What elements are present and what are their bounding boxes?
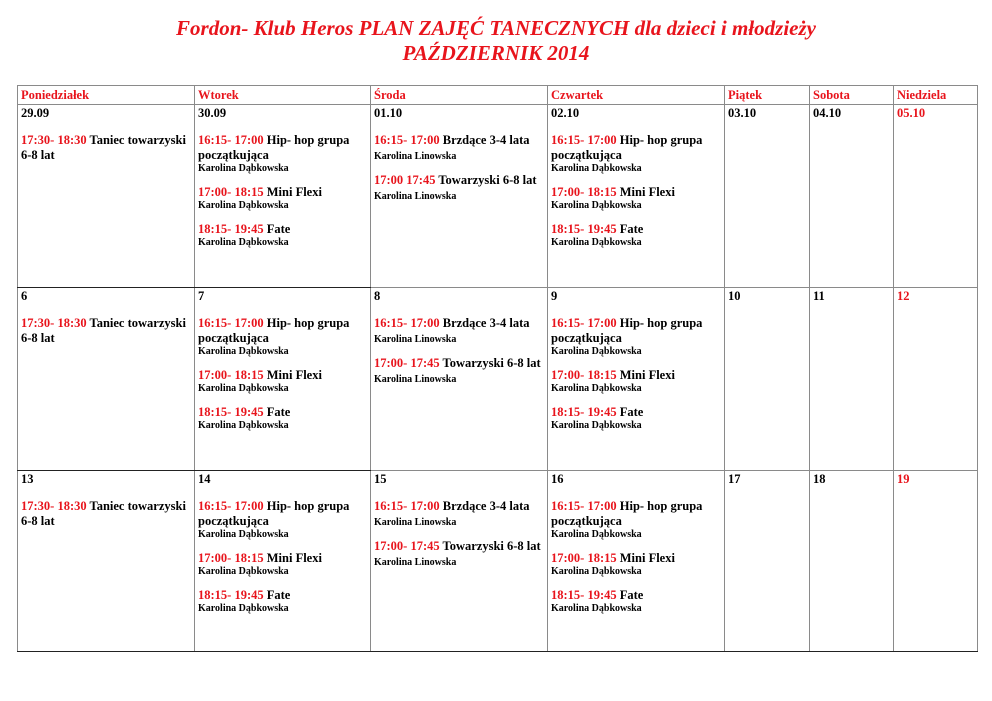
instructor-name: Karolina Linowska: [374, 191, 457, 202]
header-friday: Piątek: [725, 86, 810, 105]
instructor-name: Karolina Linowska: [374, 517, 457, 528]
header-row: [18, 86, 978, 105]
header-saturday: Sobota: [810, 86, 894, 105]
instructor-name: Karolina Linowska: [374, 334, 457, 345]
class-name: Hip- hop grupa początkująca: [198, 133, 350, 162]
class-entry: [374, 133, 544, 163]
class-entry: [198, 368, 367, 395]
class-name: Towarzyski 6-8 lat: [439, 539, 541, 553]
header-monday: Poniedziałek: [18, 86, 195, 105]
day-cell: [810, 105, 894, 288]
class-time: 17:00- 18:15: [198, 551, 264, 565]
document-title: Fordon- Klub Heros PLAN ZAJĘĆ TANECZNYCH dla dzieci i młodzieży: [176, 16, 816, 40]
instructor-name: Karolina Dąbkowska: [198, 420, 289, 431]
class-entry: [198, 405, 367, 432]
class-entry: [374, 539, 544, 569]
day-date: 05.10: [897, 106, 926, 120]
day-date: 01.10: [374, 106, 403, 120]
class-time: 17:00 17:45: [374, 173, 436, 187]
class-entry: [551, 316, 721, 358]
class-entry: [21, 133, 191, 163]
day-cell: [195, 471, 371, 652]
day-cell: [725, 288, 810, 471]
class-entry: [374, 316, 544, 346]
instructor-name: Karolina Dąbkowska: [551, 237, 642, 248]
class-time: 16:15- 17:00: [198, 133, 264, 147]
day-cell: [195, 105, 371, 288]
class-name: Fate: [263, 405, 291, 419]
day-cell: [548, 471, 725, 652]
class-entry: [374, 499, 544, 529]
class-time: 18:15- 19:45: [551, 588, 617, 602]
document-subtitle-month: PAŹDZIERNIK 2014: [402, 41, 590, 65]
class-time: 16:15- 17:00: [374, 133, 440, 147]
class-name: Mini Flexi: [616, 551, 675, 565]
instructor-name: Karolina Dąbkowska: [551, 163, 642, 174]
day-date: 13: [21, 472, 34, 486]
day-date: 19: [897, 472, 910, 486]
day-date: 30.09: [198, 106, 227, 120]
class-time: 18:15- 19:45: [198, 405, 264, 419]
schedule-table: [17, 85, 978, 652]
class-name: Mini Flexi: [616, 368, 675, 382]
class-name: Mini Flexi: [616, 185, 675, 199]
day-date: 10: [728, 289, 741, 303]
class-time: 17:00- 17:45: [374, 539, 440, 553]
class-entry: [198, 499, 367, 541]
class-name: Brzdące 3-4 lata: [439, 499, 530, 513]
class-name: Towarzyski 6-8 lat: [439, 356, 541, 370]
instructor-name: Karolina Linowska: [374, 557, 457, 568]
day-date: 04.10: [813, 106, 842, 120]
instructor-name: Karolina Dąbkowska: [551, 383, 642, 394]
class-name: Hip- hop grupa początkująca: [551, 499, 703, 528]
instructor-name: Karolina Dąbkowska: [198, 383, 289, 394]
day-date: 9: [551, 289, 558, 303]
instructor-name: Karolina Dąbkowska: [198, 603, 289, 614]
day-date: 6: [21, 289, 28, 303]
day-date: 12: [897, 289, 910, 303]
day-date: 17: [728, 472, 741, 486]
class-name: Fate: [616, 588, 644, 602]
day-cell: [894, 288, 978, 471]
day-cell: [18, 105, 195, 288]
week-row: [18, 471, 978, 652]
day-date: 11: [813, 289, 825, 303]
day-cell: [810, 471, 894, 652]
class-time: 17:00- 18:15: [551, 185, 617, 199]
instructor-name: Karolina Dąbkowska: [198, 200, 289, 211]
instructor-name: Karolina Dąbkowska: [551, 566, 642, 577]
day-date: 7: [198, 289, 205, 303]
class-time: 16:15- 17:00: [198, 316, 264, 330]
class-entry: [21, 316, 191, 346]
day-cell: [894, 105, 978, 288]
class-entry: [551, 588, 721, 615]
class-time: 16:15- 17:00: [374, 316, 440, 330]
class-time: 17:00- 17:45: [374, 356, 440, 370]
class-time: 16:15- 17:00: [551, 133, 617, 147]
class-name: Fate: [263, 588, 291, 602]
week-row: [18, 288, 978, 471]
class-entry: [198, 185, 367, 212]
class-entry: [551, 185, 721, 212]
header-thursday: Czwartek: [548, 86, 725, 105]
class-name: Hip- hop grupa początkująca: [198, 316, 350, 345]
class-time: 17:00- 18:15: [198, 368, 264, 382]
class-name: Hip- hop grupa początkująca: [198, 499, 350, 528]
instructor-name: Karolina Linowska: [374, 374, 457, 385]
class-time: 16:15- 17:00: [374, 499, 440, 513]
class-name: Brzdące 3-4 lata: [439, 133, 530, 147]
class-time: 17:00- 18:15: [198, 185, 264, 199]
class-entry: [374, 356, 544, 386]
class-entry: [551, 499, 721, 541]
class-name: Hip- hop grupa początkująca: [551, 316, 703, 345]
day-cell: [371, 471, 548, 652]
class-name: Brzdące 3-4 lata: [439, 316, 530, 330]
class-name: Taniec towarzyski 6-8 lat: [21, 499, 186, 528]
day-cell: [725, 105, 810, 288]
class-entry: [198, 588, 367, 615]
class-time: 18:15- 19:45: [551, 405, 617, 419]
class-entry: [551, 133, 721, 175]
class-time: 16:15- 17:00: [198, 499, 264, 513]
class-entry: [198, 222, 367, 249]
day-cell: [18, 471, 195, 652]
class-entry: [551, 405, 721, 432]
header-wednesday: Środa: [371, 86, 548, 105]
instructor-name: Karolina Dąbkowska: [198, 566, 289, 577]
class-entry: [551, 222, 721, 249]
instructor-name: Karolina Dąbkowska: [551, 603, 642, 614]
day-cell: [548, 288, 725, 471]
class-name: Towarzyski 6-8 lat: [435, 173, 537, 187]
class-name: Mini Flexi: [263, 185, 322, 199]
day-date: 8: [374, 289, 381, 303]
class-entry: [198, 551, 367, 578]
class-time: 17:00- 18:15: [551, 368, 617, 382]
day-date: 29.09: [21, 106, 50, 120]
instructor-name: Karolina Dąbkowska: [551, 346, 642, 357]
instructor-name: Karolina Dąbkowska: [198, 346, 289, 357]
day-cell: [371, 105, 548, 288]
day-cell: [195, 288, 371, 471]
class-name: Taniec towarzyski 6-8 lat: [21, 316, 186, 345]
day-cell: [371, 288, 548, 471]
day-cell: [18, 288, 195, 471]
class-time: 16:15- 17:00: [551, 316, 617, 330]
instructor-name: Karolina Dąbkowska: [198, 163, 289, 174]
class-entry: [198, 316, 367, 358]
class-time: 18:15- 19:45: [198, 588, 264, 602]
day-cell: [725, 471, 810, 652]
day-date: 16: [551, 472, 564, 486]
class-time: 17:30- 18:30: [21, 133, 87, 147]
class-time: 17:30- 18:30: [21, 316, 87, 330]
class-time: 18:15- 19:45: [551, 222, 617, 236]
day-date: 18: [813, 472, 826, 486]
class-name: Fate: [616, 405, 644, 419]
day-date: 02.10: [551, 106, 580, 120]
header-sunday: Niedziela: [894, 86, 978, 105]
class-name: Taniec towarzyski 6-8 lat: [21, 133, 186, 162]
day-cell: [894, 471, 978, 652]
class-entry: [551, 551, 721, 578]
class-name: Fate: [616, 222, 644, 236]
instructor-name: Karolina Dąbkowska: [551, 529, 642, 540]
class-entry: [551, 368, 721, 395]
day-cell: [810, 288, 894, 471]
day-cell: [548, 105, 725, 288]
class-time: 17:00- 18:15: [551, 551, 617, 565]
instructor-name: Karolina Dąbkowska: [198, 529, 289, 540]
class-time: 18:15- 19:45: [198, 222, 264, 236]
class-name: Mini Flexi: [263, 551, 322, 565]
class-name: Hip- hop grupa początkująca: [551, 133, 703, 162]
day-date: 15: [374, 472, 387, 486]
instructor-name: Karolina Dąbkowska: [551, 200, 642, 211]
class-time: 16:15- 17:00: [551, 499, 617, 513]
class-name: Mini Flexi: [263, 368, 322, 382]
day-date: 03.10: [728, 106, 757, 120]
class-entry: [198, 133, 367, 175]
class-entry: [21, 499, 191, 529]
week-row: [18, 105, 978, 288]
class-time: 17:30- 18:30: [21, 499, 87, 513]
class-entry: [374, 173, 544, 203]
class-name: Fate: [263, 222, 291, 236]
instructor-name: Karolina Dąbkowska: [551, 420, 642, 431]
day-date: 14: [198, 472, 211, 486]
instructor-name: Karolina Dąbkowska: [198, 237, 289, 248]
instructor-name: Karolina Linowska: [374, 151, 457, 162]
header-tuesday: Wtorek: [195, 86, 371, 105]
